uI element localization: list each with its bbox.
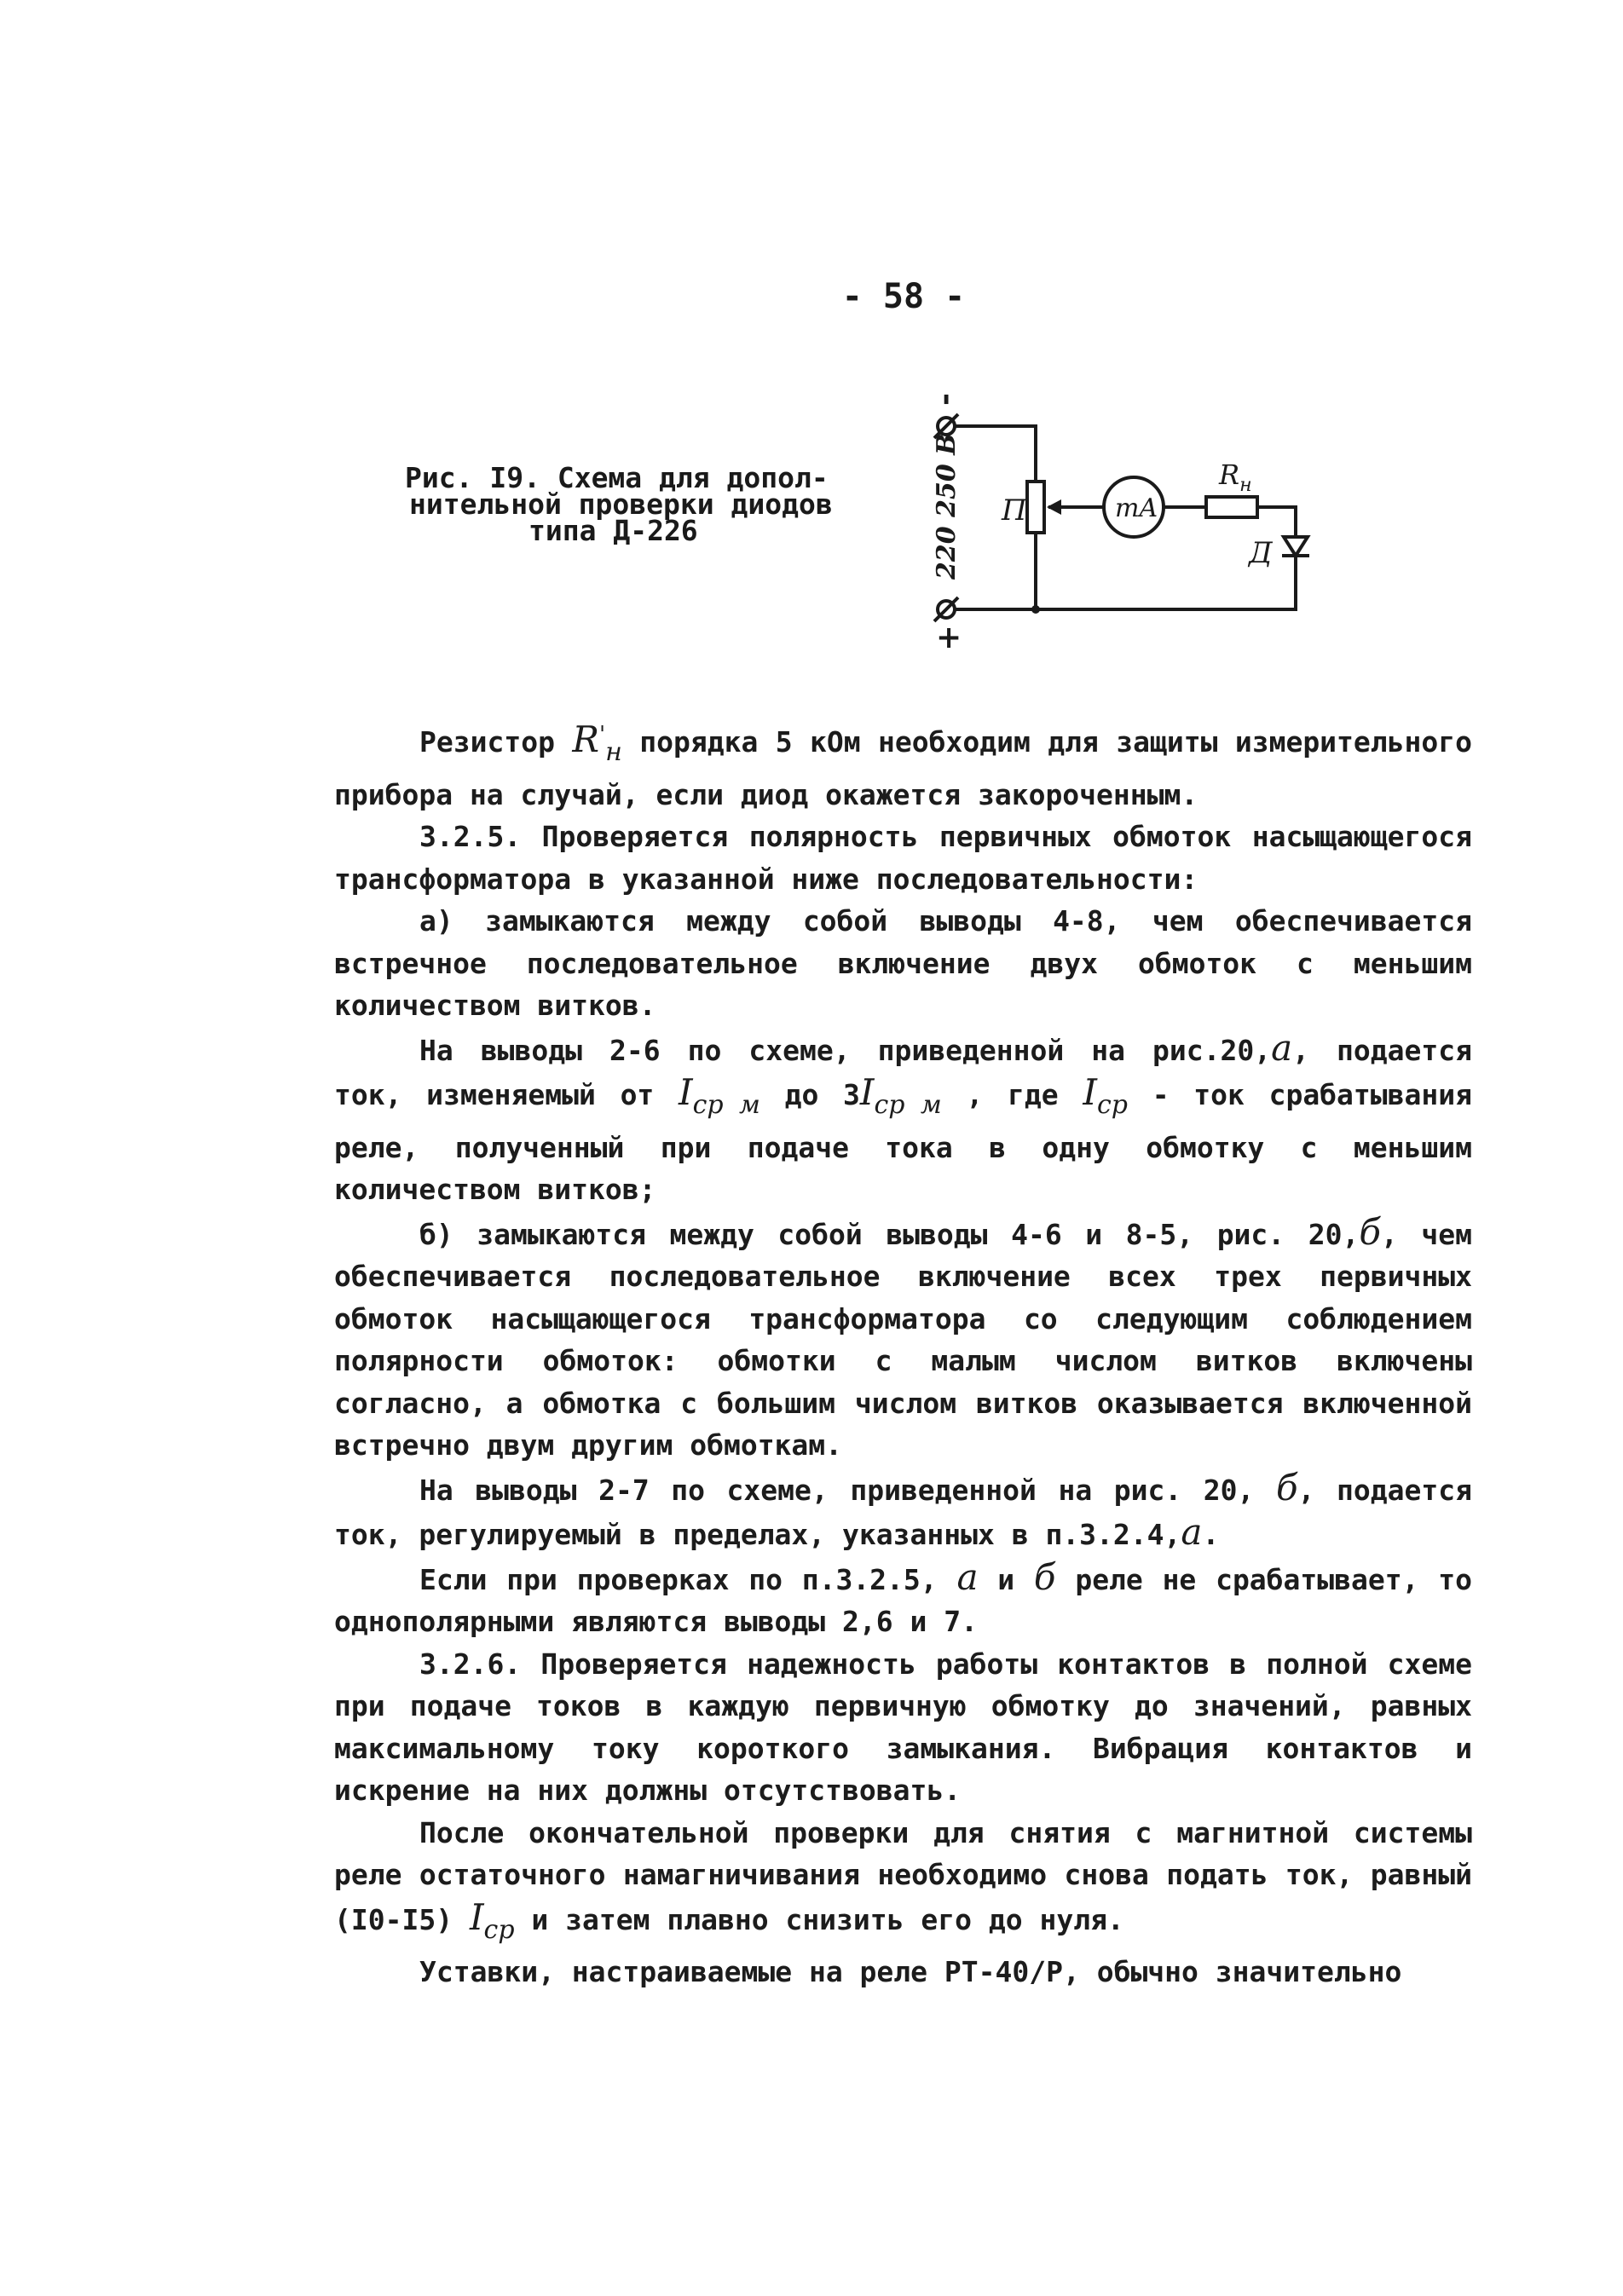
text-run: После окончательной проверки для снятия с магнитной системы реле остаточного намагничивания необходимо снова подать ток, равный (I0-I5) (334, 1815, 1472, 1936)
resistor-label: $R_н$ (1219, 459, 1252, 496)
math-symbol (956, 1555, 979, 1598)
math-symbol (1033, 1555, 1056, 1598)
text-run: Уставки, настраиваемые на реле РТ-40/Р, обычно значительно (419, 1955, 1402, 1988)
math-symbol (1275, 1466, 1298, 1509)
math-base: а (1271, 1026, 1293, 1069)
figure-caption (375, 461, 887, 547)
text-run: На выводы 2-7 по схеме, приведенной на рис. 20, (419, 1473, 1276, 1507)
text-run: Резистор (419, 725, 573, 759)
diode-test-circuit-diagram (921, 384, 1321, 665)
diode-label: Д (1249, 536, 1273, 570)
text-run: , где (941, 1078, 1083, 1111)
math-base: R (572, 718, 599, 760)
voltage-label: 220 250 B (932, 433, 962, 580)
math-base: б (1359, 1210, 1381, 1253)
math-symbol (1271, 1026, 1293, 1069)
math-base: б (1275, 1466, 1298, 1509)
figure-label: Рис. I9. (405, 461, 540, 494)
paragraph-3 (334, 900, 1472, 1027)
math-symbol (1181, 1511, 1203, 1553)
math-symbol (469, 1895, 515, 1945)
meter-label: mA (1115, 493, 1158, 523)
math-base: а (1181, 1511, 1203, 1553)
text-run: порядка 5 кОм необходим для защиты измерительного прибора на случай, если диод окажется закороченным. (334, 725, 1472, 811)
paragraph-7 (334, 1556, 1472, 1643)
text-run: до 3 (760, 1078, 860, 1111)
math-symbol (572, 718, 622, 767)
text-run: 3.2.6. Проверяется надежность работы контактов в полной схеме при подаче токов в каждую первичную обмотку до значений, равных максимальному току короткого замыкания. Вибрация контактов и искрение на них должны отсутствовать. (334, 1647, 1472, 1807)
paragraph-1 (334, 714, 1472, 816)
potentiometer (1027, 482, 1044, 533)
load-resistor (1206, 497, 1257, 517)
paragraph-8 (334, 1643, 1472, 1812)
text-run: , чем обеспечивается последовательное включение всех трех первичных обмоток насыщающегося трансформатора со следующим соблюдением полярности обмоток: обмотки с малым числом витков включены согласно, а обмотка с большим числом витков оказывается включенной встречно двум другим обмоткам. (334, 1217, 1472, 1462)
math-subscript: ср м (692, 1090, 760, 1120)
text-run: б) замыкаются между собой выводы 4-6 и 8-5, рис. 20, (419, 1217, 1360, 1251)
paragraph-4 (334, 1027, 1472, 1211)
math-base: I (469, 1895, 484, 1938)
paragraph-6 (334, 1467, 1472, 1556)
math-base: б (1033, 1555, 1056, 1598)
terminal-top-sign: - (927, 393, 962, 406)
text-run: - ток срабатывания реле, полученный при подаче тока в одну обмотку с меньшим количеством витков; (334, 1078, 1472, 1206)
math-subscript: ср (483, 1914, 515, 1945)
paragraph-2 (334, 816, 1472, 900)
text-run: , подается ток, регулируемый в пределах, указанных в п.3.2.4, (334, 1473, 1472, 1551)
math-symbol (679, 1071, 760, 1120)
text-run: реле не срабатывает, то однополярными являются выводы 2,6 и 7. (334, 1562, 1472, 1638)
math-symbol (859, 1071, 942, 1120)
math-symbol (1359, 1210, 1381, 1253)
paragraph-10 (334, 1951, 1472, 1993)
body-text (334, 714, 1472, 1993)
math-subscript: ср (1096, 1090, 1128, 1120)
math-subscript: ср м (874, 1090, 942, 1120)
caption-line-2: нительной проверки диодов (409, 487, 833, 521)
text-run: . (1202, 1518, 1220, 1551)
paragraph-9 (334, 1812, 1472, 1952)
paragraph-5 (334, 1211, 1472, 1467)
text-run: , подается ток, изменяемый от (334, 1033, 1472, 1111)
math-symbol (1083, 1071, 1128, 1120)
text-run: Если при проверках по п.3.2.5, (419, 1562, 957, 1596)
math-superscript: ' (598, 722, 606, 747)
text-run: а) замыкаются между собой выводы 4-8, чем обеспечивается встречное последовательное включение двух обмоток с меньшим количеством витков. (334, 904, 1472, 1022)
text-run: 3.2.5. Проверяется полярность первичных обмоток насыщающегося трансформатора в указанной ниже последовательности: (334, 820, 1472, 896)
math-subscript: н (605, 737, 622, 767)
text-run: На выводы 2-6 по схеме, приведенной на рис.20, (419, 1033, 1272, 1067)
text-run: и затем плавно снизить его до нуля. (514, 1902, 1124, 1936)
caption-line-3: типа Д-226 (528, 514, 698, 547)
potentiometer-label: П (1002, 493, 1027, 528)
math-base: I (679, 1071, 693, 1113)
terminal-bottom-sign: + (936, 620, 962, 655)
page-number: - 58 - (841, 277, 966, 316)
caption-text-1: Схема для допол- (557, 461, 829, 494)
diode (1284, 537, 1308, 556)
math-base: а (956, 1555, 979, 1598)
math-base: I (1083, 1071, 1097, 1113)
math-base: I (859, 1071, 875, 1113)
text-run: и (978, 1562, 1034, 1596)
